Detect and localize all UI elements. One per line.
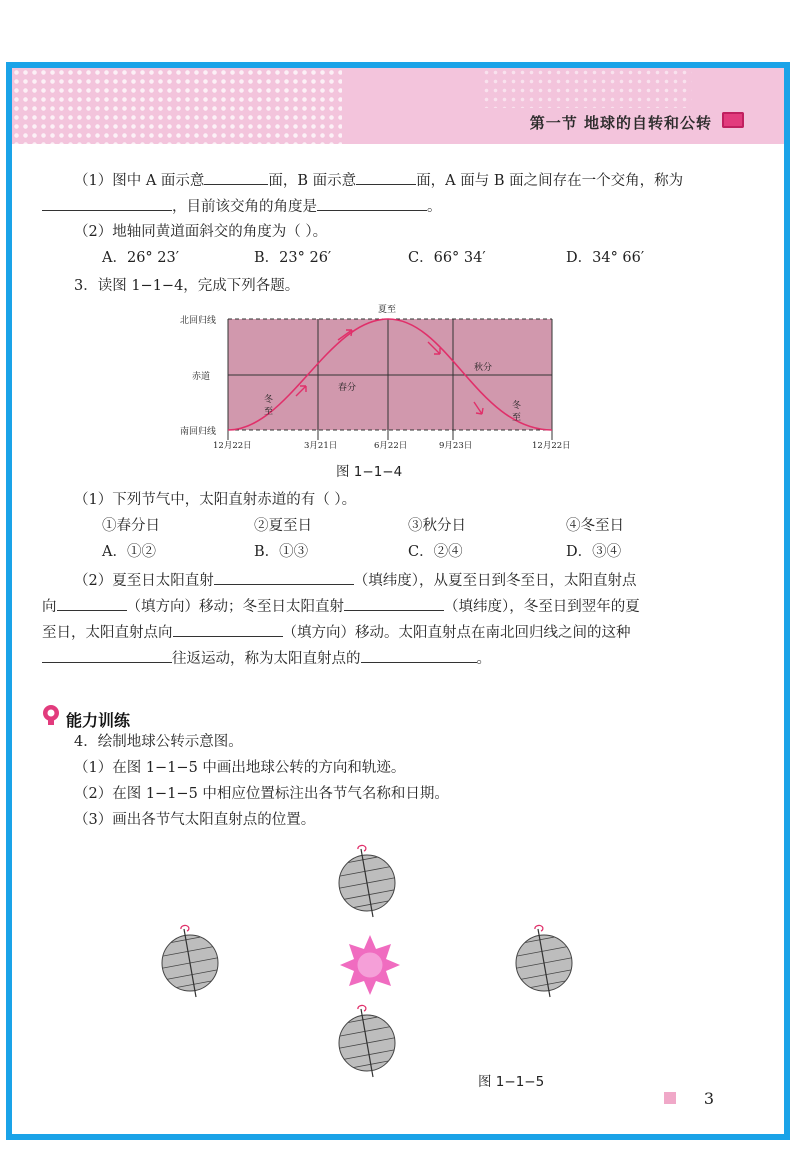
date-tick-3: 9月23日 <box>439 441 473 451</box>
brain-head-icon <box>42 704 60 726</box>
label-winter-left-1: 冬 <box>264 395 274 405</box>
ability-section-title: 能力训练 <box>66 711 131 730</box>
q1-option-a: A．26° 23′ <box>102 250 180 266</box>
figure-1-1-5 <box>142 833 592 1073</box>
date-tick-0: 12月22日 <box>213 441 252 451</box>
q1-option-d: D．34° 66′ <box>566 250 645 266</box>
q1-part2: （2）地轴同黄道面斜交的角度为（ ）。 <box>74 224 328 240</box>
date-tick-4: 12月22日 <box>532 441 571 451</box>
label-autumn: 秋分 <box>474 363 493 373</box>
header-band <box>12 68 784 144</box>
q3-item-3: ③秋分日 <box>408 518 466 534</box>
sun-icon <box>340 935 400 995</box>
q1-option-c: C．66° 34′ <box>408 250 486 266</box>
figure-1-1-4 <box>178 300 571 451</box>
date-tick-1: 3月21日 <box>304 441 338 451</box>
q3-option-d: D．③④ <box>566 544 622 560</box>
q3-stem: 3．读图 1−1−4，完成下列各题。 <box>74 278 300 294</box>
q3-part2-line4: 往返运动，称为太阳直射点的 。 <box>42 648 491 669</box>
q3-option-b: B．①③ <box>254 544 309 560</box>
earth-top <box>335 845 399 917</box>
q3-option-a: A．①② <box>102 544 156 560</box>
q3-part2-line3: 至日，太阳直射点向 （填方向）移动。太阳直射点在南北回归线之间的这种 <box>42 622 631 643</box>
q4-sub2: （2）在图 1−1−5 中相应位置标注出各节气名称和日期。 <box>74 786 449 802</box>
earth-right <box>512 925 576 997</box>
q4-sub1: （1）在图 1−1−5 中画出地球公转的方向和轨迹。 <box>74 760 406 776</box>
label-winter-right-2: 至 <box>512 413 522 423</box>
earth-left <box>158 925 222 997</box>
figure-1-1-4-caption: 图 1−1−4 <box>336 464 403 480</box>
q3-part1: （1）下列节气中，太阳直射赤道的有（ ）。 <box>74 492 357 508</box>
q3-item-2: ②夏至日 <box>254 518 312 534</box>
q3-part2-line1: （2）夏至日太阳直射 （填纬度），从夏至日到冬至日，太阳直射点 <box>74 570 636 591</box>
label-summer: 夏至 <box>378 305 397 315</box>
header-dot-pattern <box>12 68 342 144</box>
earth-bottom <box>335 1005 399 1077</box>
label-spring: 春分 <box>338 383 357 393</box>
label-north-tropic: 北回归线 <box>180 316 217 326</box>
page-frame <box>6 62 790 1140</box>
q3-part2-line2: 向 （填方向）移动；冬至日太阳直射 （填纬度），冬至日到翌年的夏 <box>42 596 640 617</box>
q3-item-1: ①春分日 <box>102 518 160 534</box>
date-tick-2: 6月22日 <box>374 441 408 451</box>
q3-item-4: ④冬至日 <box>566 518 624 534</box>
q1-option-b: B．23° 26′ <box>254 250 332 266</box>
label-winter-right-1: 冬 <box>512 401 522 411</box>
q3-option-c: C．②④ <box>408 544 463 560</box>
q4-sub3: （3）画出各节气太阳直射点的位置。 <box>74 812 316 828</box>
q1-line1: （1）图中 A 面示意 面，B 面示意 面，A 面与 B 面之间存在一个交角，称为 <box>74 170 683 191</box>
page-number: 3 <box>703 1089 714 1108</box>
figure-1-1-5-caption: 图 1−1−5 <box>478 1074 545 1090</box>
section-header-title: 第一节 地球的自转和公转 <box>529 114 712 132</box>
q4-stem: 4．绘制地球公转示意图。 <box>74 734 243 750</box>
label-winter-left-2: 至 <box>264 407 274 417</box>
header-dot-pattern-right <box>482 68 692 108</box>
label-equator: 赤道 <box>192 372 211 382</box>
page-number-marker <box>664 1092 676 1104</box>
label-south-tropic: 南回归线 <box>180 427 217 437</box>
q1-line2: ，目前该交角的角度是 。 <box>42 196 442 217</box>
book-icon <box>722 112 744 128</box>
